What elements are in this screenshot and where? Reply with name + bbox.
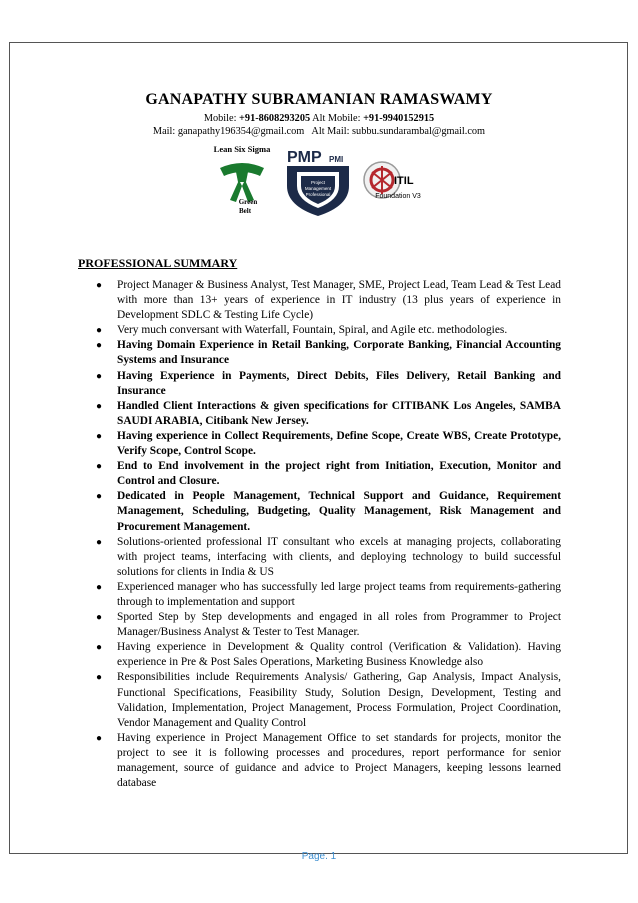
summary-list-item bbox=[96, 338, 561, 368]
email-line bbox=[0, 126, 638, 137]
phone-line bbox=[0, 113, 638, 124]
summary-item-text: Having experience in Collect Requirements, Define Scope, Create WBS, Create Prototype, Verify Scope, Control Scope. bbox=[117, 429, 561, 458]
bullet-icon: ● bbox=[96, 461, 103, 473]
bullet-icon: ● bbox=[96, 280, 103, 291]
mail-address: ganapathy196354@gmail.com bbox=[177, 126, 305, 137]
summary-item-text: End to End involvement in the project right from Initiation, Execution, Monitor and Control and Closure. bbox=[117, 460, 561, 488]
summary-list-item bbox=[96, 580, 561, 610]
bullet-icon: ● bbox=[96, 340, 103, 352]
lean-logo-green: Green bbox=[238, 198, 258, 206]
pmp-logo-text: PMP bbox=[287, 149, 322, 166]
summary-item-text: Having experience in Project Management Office to set standards for projects, monitor the project to see it is following processes and procedures, report performance for senior management, source of guidance and advice to Project Managers, keeping lessons learned database bbox=[117, 731, 561, 790]
summary-list-item bbox=[96, 670, 561, 730]
pmp-sub1: Project bbox=[310, 180, 326, 185]
summary-list-item bbox=[96, 369, 561, 399]
summary-item-text: Responsibilities include Requirements Analysis/ Gathering, Gap Analysis, Impact Analysis, Functional Specifications, Feasibility Study, Solution Design, Development, Testing and Validation, Implementation, Project Management, Process Formulation, Project Coordination, Vendor Management and Quality Control bbox=[117, 671, 561, 729]
summary-list-item bbox=[96, 323, 561, 338]
bullet-icon: ● bbox=[96, 430, 103, 442]
summary-list-item bbox=[96, 535, 561, 580]
green-belt-icon bbox=[212, 142, 272, 217]
bullet-icon: ● bbox=[96, 370, 103, 382]
summary-item-text: Solutions-oriented professional IT consultant who excels at managing projects, collaborating with project teams, interfacing with clients, and deploying technology to build successful solutions for clients in India & US bbox=[117, 535, 561, 578]
pmp-badge-icon bbox=[283, 142, 353, 217]
itil-logo-text: ITIL bbox=[394, 175, 414, 187]
itil-logo bbox=[360, 142, 430, 222]
lean-logo-title: Lean Six Sigma bbox=[213, 144, 271, 154]
summary-item-text: Sported Step by Step developments and engaged in all roles from Programmer to Project Manager/Business Analyst & Tester to Test Manager. bbox=[117, 611, 561, 639]
bullet-icon: ● bbox=[96, 672, 103, 684]
summary-item-text: Having experience in Development & Quality control (Verification & Validation). Having experience in Pre & Post Sales Operations, Marketing Business Knowledge also bbox=[117, 641, 561, 669]
pmp-sub2: Management bbox=[304, 186, 332, 191]
candidate-name: GANAPATHY SUBRAMANIAN RAMASWAMY bbox=[145, 91, 493, 108]
alt-mail-label: Alt Mail: bbox=[311, 126, 350, 137]
mobile-number: +91-8608293205 bbox=[239, 113, 311, 124]
bullet-icon: ● bbox=[96, 491, 103, 503]
summary-list-item bbox=[96, 610, 561, 640]
summary-list-item bbox=[96, 459, 561, 489]
certification-logos bbox=[0, 142, 638, 220]
summary-item-text: Very much conversant with Waterfall, Fountain, Spiral, and Agile etc. methodologies. bbox=[117, 324, 508, 337]
summary-list-item bbox=[96, 640, 561, 670]
summary-item-text: Having Domain Experience in Retail Banking, Corporate Banking, Financial Accounting Systems and Insurance bbox=[117, 339, 561, 367]
summary-item-text: Project Manager & Business Analyst, Test Manager, SME, Project Lead, Team Lead & Test Lead with more than 13+ years of experience in IT industry (13 plus years of experience in Development SDLC & Testing Life Cycle) bbox=[117, 279, 561, 322]
bullet-icon: ● bbox=[96, 612, 103, 624]
alt-mobile-number: +91-9940152915 bbox=[363, 113, 435, 124]
summary-item-text: Dedicated in People Management, Technical Support and Guidance, Requirement Management, Scheduling, Budgeting, Quality Management, Risk Management and Procurement Management. bbox=[117, 490, 561, 533]
lean-six-sigma-logo bbox=[212, 142, 272, 222]
summary-list-item bbox=[96, 429, 561, 459]
summary-list-item bbox=[96, 399, 561, 429]
summary-list-item bbox=[96, 731, 561, 791]
bullet-icon: ● bbox=[96, 732, 103, 744]
pmp-logo bbox=[283, 142, 353, 222]
bullet-icon: ● bbox=[96, 581, 103, 593]
professional-summary-list bbox=[96, 278, 561, 791]
section-title-professional-summary: PROFESSIONAL SUMMARY bbox=[78, 256, 238, 270]
pmp-sub3: Professional bbox=[305, 192, 331, 197]
pmi-logo-text: PMI bbox=[329, 155, 344, 164]
mobile-label: Mobile: bbox=[203, 113, 237, 124]
itil-circle-icon bbox=[360, 142, 430, 217]
lean-logo-belt: Belt bbox=[238, 207, 252, 215]
bullet-icon: ● bbox=[96, 642, 103, 654]
mail-label: Mail: bbox=[152, 126, 176, 137]
summary-list-item bbox=[96, 278, 561, 323]
summary-item-text: Experienced manager who has successfully led large project teams from requirements-gathering through to implementation and support bbox=[117, 580, 561, 608]
itil-logo-sub: Foundation V3 bbox=[375, 193, 421, 200]
alt-mail-address: subbu.sundarambal@gmail.com bbox=[352, 126, 486, 137]
bullet-icon: ● bbox=[96, 536, 103, 548]
summary-item-text: Handled Client Interactions & given specifications for CITIBANK Los Angeles, SAMBA SAUDI ARABIA, Citibank New Jersey. bbox=[117, 399, 561, 427]
page-number: Page. 1 bbox=[301, 851, 337, 862]
bullet-icon: ● bbox=[96, 325, 103, 337]
summary-item-text: Having Experience in Payments, Direct Debits, Files Delivery, Retail Banking and Insurance bbox=[117, 369, 561, 397]
bullet-icon: ● bbox=[96, 400, 103, 412]
alt-mobile-label: Alt Mobile: bbox=[312, 113, 361, 124]
summary-list-item bbox=[96, 489, 561, 534]
